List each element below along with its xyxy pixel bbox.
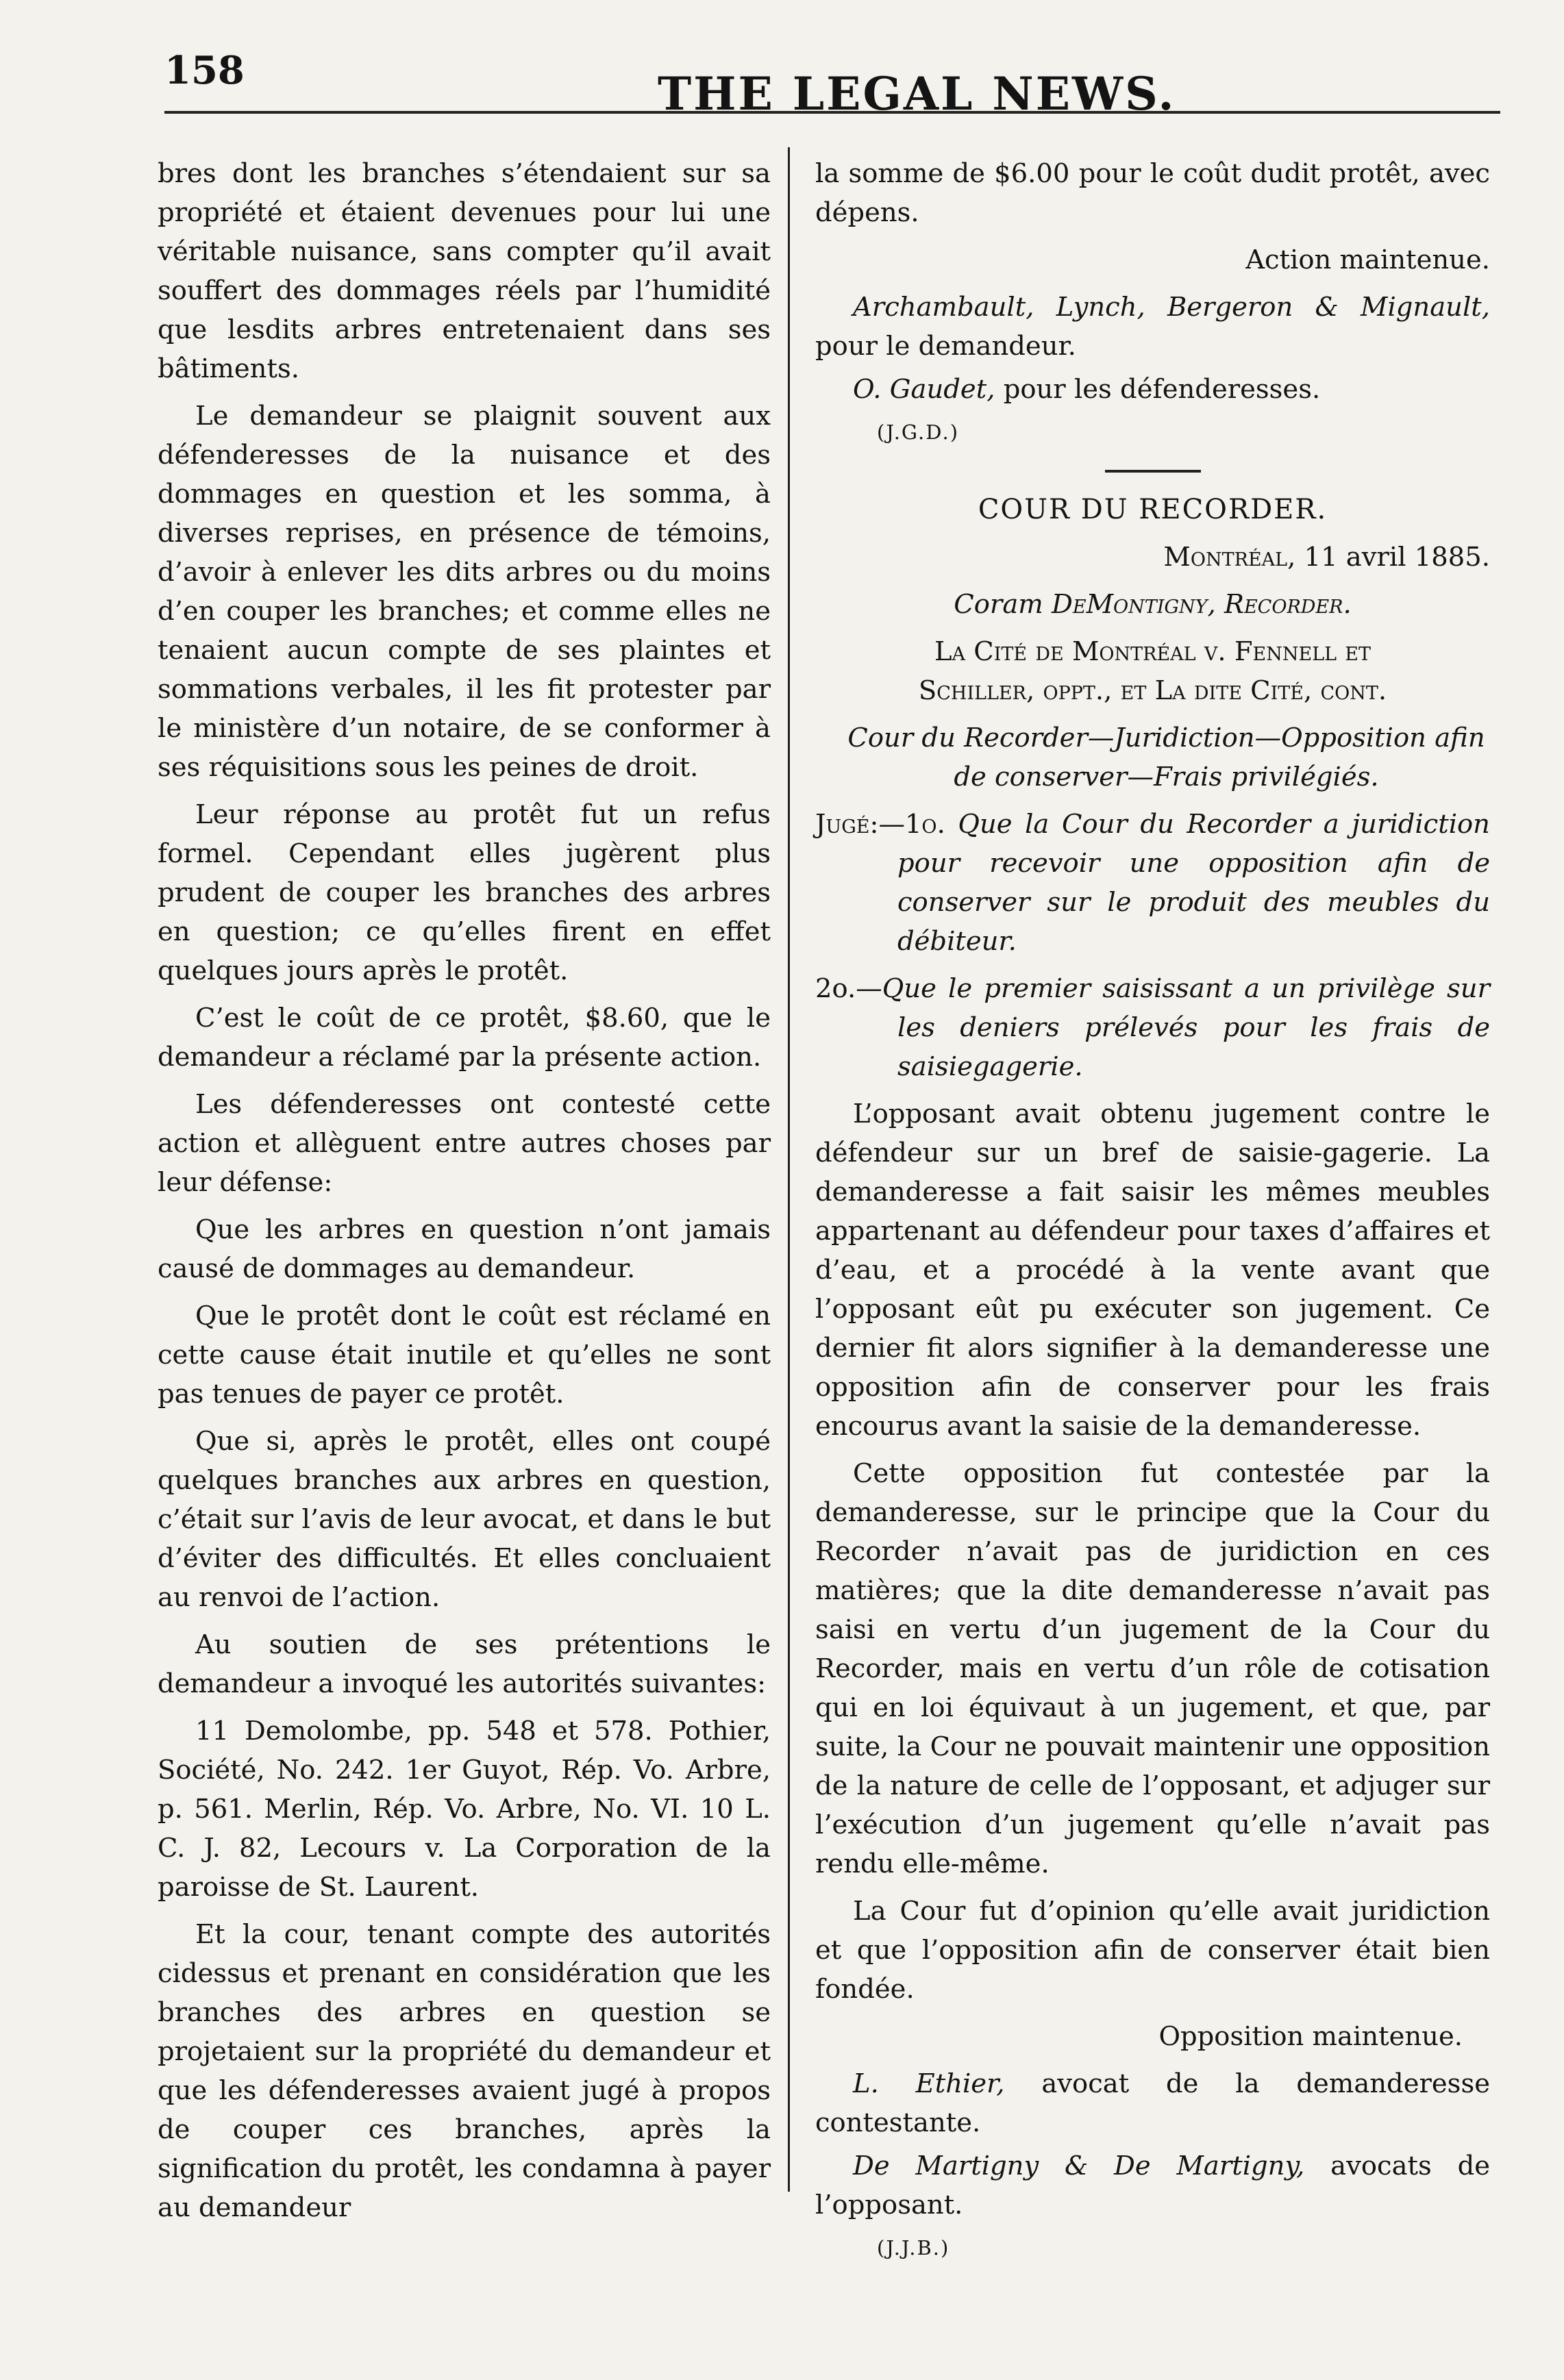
page-header [164, 41, 1480, 121]
held-2 [815, 969, 1490, 1086]
case-title [815, 632, 1490, 671]
held-2-label: 2o.— [815, 973, 882, 1004]
left-column [158, 154, 771, 2235]
paragraph: Au soutien de ses prétentions le demandeur a invoqué les autorités suivantes: [158, 1629, 771, 1699]
paragraph: Que le protêt dont le coût est réclamé en cette cause était inutile et qu’elles ne sont pas tenues de payer ce protêt. [158, 1301, 771, 1410]
held-1 [815, 805, 1490, 961]
counsel-plaintiff [815, 288, 1490, 366]
section-rule [1105, 470, 1201, 473]
counsel-defendant-names: O. Gaudet, [853, 374, 995, 405]
paragraph: Le demandeur se plaignit souvent aux défenderesses de la nuisance et des dommages en question et les somma, à diverses reprises, en présence de témoins, d’avoir à enlever les dits arbres ou du moins d’en couper les branches; et comme elles ne tenaient aucun compte de ses plaintes et sommations verbales, il les fit protester par le ministère d’un notaire, de se conformer à ses réquisitions sous les peines de droit. [158, 401, 771, 783]
reporter-initials: (J.G.D.) [877, 421, 960, 444]
paragraph: La Cour fut d’opinion qu’elle avait juridiction et que l’opposition afin de conserver était bien fondée. [815, 1896, 1490, 2005]
paragraph: Les défenderesses ont contesté cette action et allèguent entre autres choses par leur défense: [158, 1089, 771, 1198]
header-rule [164, 111, 1500, 114]
column-divider [788, 147, 790, 2192]
counsel-contestant-role: avocat de la demanderesse contestante. [815, 2068, 1490, 2138]
counsel-opposant-name: De Martigny & De Martigny, [853, 2151, 1305, 2181]
held-2-text: Que le premier saisissant a un privilège sur les deniers prélevés pour les frais de saisiegagerie. [882, 973, 1490, 1082]
place-date [815, 538, 1490, 577]
counsel-opposant-role: avocats de l’opposant. [815, 2151, 1490, 2220]
paragraph: C’est le coût de ce protêt, $8.60, que le demandeur a réclamé par la présente action. [158, 1003, 771, 1073]
case-title-continued [815, 671, 1490, 710]
journal-title: THE LEGAL NEWS. [658, 67, 1176, 121]
paragraph: Leur réponse au protêt fut un refus formel. Cependant elles jugèrent plus prudent de couper les branches des arbres en question; ce qu’elles firent en effet quelques jours après le protêt. [158, 799, 771, 986]
paragraph: Que les arbres en question n’ont jamais causé de dommages au demandeur. [158, 1214, 771, 1284]
subject-text: Cour du Recorder—Juridiction—Opposition afin de conserver—Frais privilégiés. [847, 723, 1485, 792]
judgment-result: Action maintenue. [1245, 245, 1490, 275]
case-subject [815, 718, 1490, 797]
counsel-defendant [815, 370, 1490, 409]
paragraph-continuation: la somme de $6.00 pour le coût dudit protêt, avec dépens. [815, 158, 1490, 228]
coram-line [815, 585, 1490, 624]
paragraph: L’opposant avait obtenu jugement contre le défendeur sur un bref de saisie-gagerie. La demanderesse a fait saisir les mêmes meubles appartenant au défendeur pour taxes d’affaires et d’eau, et a procédé à la vente avant que l’opposant eût pu exécuter son jugement. Ce dernier fit alors signifier à la demanderesse une opposition afin de conserver pour les frais encourus avant la saisie de la demanderesse. [815, 1099, 1490, 1442]
date: 11 avril 1885. [1304, 542, 1490, 573]
page-number: 158 [164, 48, 245, 93]
counsel-opposant [815, 2146, 1490, 2225]
paragraph: Que si, après le protêt, elles ont coupé quelques branches aux arbres en question, c’était sur l’avis de leur avocat, et dans le but d’éviter des difficultés. Et elles concluaient au renvoi de l’action. [158, 1426, 771, 1613]
reporter-initials: (J.J.B.) [877, 2236, 950, 2259]
right-column [815, 154, 1490, 2272]
case-title-line-1: La Cité de Montréal v. Fennell et [934, 636, 1371, 667]
counsel-defendant-role: pour les défenderesses. [1003, 374, 1321, 405]
judgment-result: Opposition maintenue. [1158, 2021, 1463, 2052]
place: Montréal, [1163, 542, 1296, 573]
held-label: Jugé:—1o. [815, 809, 945, 840]
counsel-plaintiff-names: Archambault, Lynch, Bergeron & Mignault, [853, 292, 1490, 323]
counsel-block [815, 288, 1490, 452]
coram-label: Coram [954, 589, 1043, 620]
counsel-contestant-name: L. Ethier, [853, 2068, 1005, 2099]
counsel-contestant [815, 2064, 1490, 2142]
coram-judge: DeMontigny, Recorder. [1052, 589, 1352, 620]
counsel-block [815, 2064, 1490, 2268]
paragraph: bres dont les branches s’étendaient sur sa propriété et étaient devenues pour lui une véritable nuisance, sans compter qu’il avait souffert des dommages réels par l’humidité que lesdits arbres entretenaient dans ses bâtiments. [158, 158, 771, 384]
held-1-text: Que la Cour du Recorder a juridiction pour recevoir une opposition afin de conserver sur le produit des meubles du débiteur. [897, 809, 1490, 957]
case-title-line-2: Schiller, oppt., et La dite Cité, cont. [918, 675, 1387, 706]
paragraph: Cette opposition fut contestée par la demanderesse, sur le principe que la Cour du Recorder n’avait pas de juridiction en ces matières; que la dite demanderesse n’avait pas saisi en vertu d’un jugement de la Cour du Recorder, mais en vertu d’un rôle de cotisation qui en loi équivaut à un jugement, et que, par suite, la Cour ne pouvait maintenir une opposition de la nature de celle de l’opposant, et adjuger sur l’exécution d’un jugement qu’elle n’avait pas rendu elle-même. [815, 1458, 1490, 1879]
paragraph: Et la cour, tenant compte des autorités cidessus et prenant en considération que les branches des arbres en question se projetaient sur la propriété du demandeur et que les défenderesses avaient jugé à propos de couper ces branches, après la signification du protêt, les condamna à payer au demandeur [158, 1919, 771, 2223]
authorities-list: 11 Demolombe, pp. 548 et 578. Pothier, Société, No. 242. 1er Guyot, Rép. Vo. Arbre, p. 561. Merlin, Rép. Vo. Arbre, No. VI. 10 L. C. J. 82, Lecours v. La Corporation de la paroisse de St. Laurent. [158, 1716, 771, 1903]
counsel-plaintiff-role: pour le demandeur. [815, 331, 1076, 362]
court-title: COUR DU RECORDER. [978, 494, 1328, 525]
